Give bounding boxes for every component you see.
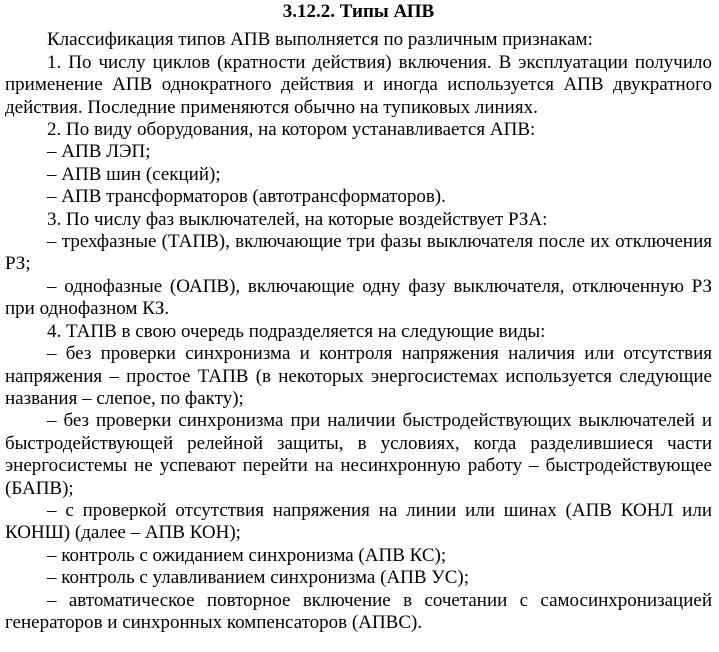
paragraph-phases: 3. По числу фаз выключателей, на которые воздействует РЗА: (47, 208, 548, 230)
list-item-bapv: – без проверки синхронизма при наличии быстродействующих выключателей и быстродействующей релейной защиты, в условиях, когда разделившиеся части энергосистемы не успевают перейти на несинхронную работу – быстродействующее (БАПВ); (5, 410, 712, 499)
list-item-apv-transformers: – АПВ трансформаторов (автотрансформаторов). (47, 186, 446, 208)
list-item-apv-lep: – АПВ ЛЭП; (47, 141, 151, 163)
list-item-apv-ks: – контроль с ожиданием синхронизма (АПВ КС); (47, 544, 447, 566)
list-item-apvs: – автоматическое повторное включение в сочетании с самосинхронизацией генераторов и синхронных компенсаторов (АПВС). (5, 589, 712, 633)
list-item-simple-tapv: – без проверки синхронизма и контроля напряжения наличия или отсутствия напряжения – простое ТАПВ (в некоторых энергосистемах используется следующие названия – слепое, по факту); (5, 343, 712, 409)
section-heading: 3.12.2. Типы АПВ (282, 1, 435, 22)
paragraph-intro: Классификация типов АПВ выполняется по различным признакам: (47, 29, 593, 51)
list-item-tapv: – трехфазные (ТАПВ), включающие три фазы выключателя после их отключения РЗ; (5, 231, 712, 275)
list-item-apv-kon: – с проверкой отсутствия напряжения на линии или шинах (АПВ КОНЛ или КОНШ) (далее – АПВ КОН); (5, 499, 712, 544)
paragraph-equipment: 2. По виду оборудования, на котором устанавливается АПВ: (47, 119, 536, 141)
list-item-apv-us: – контроль с улавливанием синхронизма (АПВ УС); (47, 567, 470, 589)
list-item-oapv: – однофазные (ОАПВ), включающие одну фазу выключателя, отключенную РЗ при однофазном КЗ. (5, 275, 712, 320)
paragraph-cycles: 1. По числу циклов (кратности действия) включения. В эксплуатации получило применение АПВ однократного действия и иногда используется АПВ двукратного действия. Последние применяются обычно на тупиковых линиях. (5, 51, 712, 118)
paragraph-tapv-types: 4. ТАПВ в свою очередь подразделяется на следующие виды: (47, 320, 546, 342)
list-item-apv-shin: – АПВ шин (секций); (47, 163, 221, 185)
